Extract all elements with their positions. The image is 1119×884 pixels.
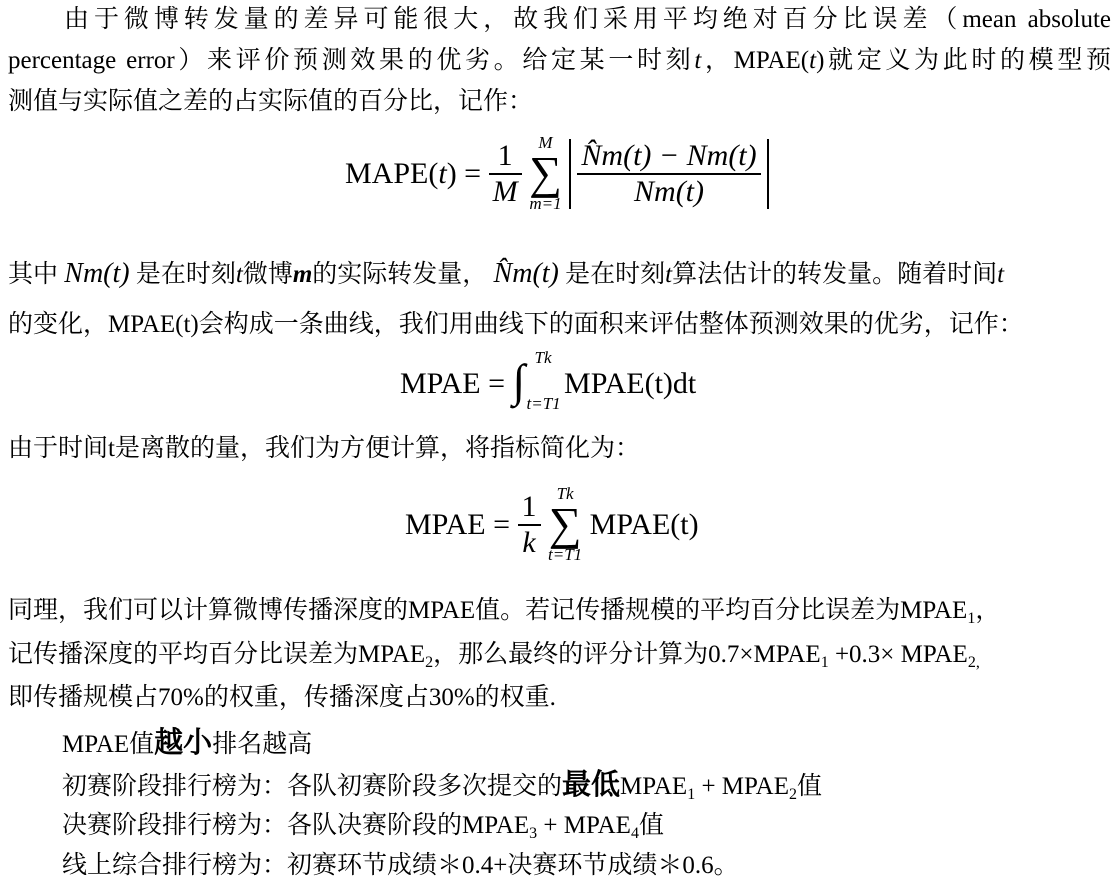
para2-line1: 其中 Nm(t) 是在时刻t微博m的实际转发量， N̂m(t) 是在时刻t算法估计的转发量。随着时间t (8, 258, 1005, 289)
equation-integral: MPAE = ∫ Tk t=T1 MPAE(t)dt (400, 348, 697, 413)
para4-line1: 同理，我们可以计算微博传播深度的MPAE值。若记传播规模的平均百分比误差为$MPAE_1$， (8, 597, 1001, 627)
rule-line1: MPAE值越小排名越高 (62, 727, 313, 759)
rule-line3: 决赛阶段排行榜为：各队决赛阶段的$MPAE_3$ + $MPAE_4$值 (62, 812, 664, 842)
equation-discrete: MPAE = $\frac{1}{k}$ Tk ∑ t=T1 MPAE(t) (405, 484, 699, 564)
para4-line3: 即传播规模占70%的权重，传播深度占30%的权重. (8, 684, 556, 711)
para1-line1: 由于微博转发量的差异可能很大，故我们采用平均绝对百分比误差（mean absolute (64, 6, 1111, 33)
para1-line2: percentage error）来评价预测效果的优劣。给定某一时刻t，MPAE(t)就定义为此时的模型预 (8, 47, 1112, 74)
rule-line4: 线上综合排行榜为：初赛环节成绩＊0.4+决赛环节成绩＊0.6。 (62, 852, 739, 879)
rule-line2: 初赛阶段排行榜为：各队初赛阶段多次提交的最低$MPAE_1$ + $MPAE_2$值 (62, 769, 822, 803)
para3-line1: 由于时间t是离散的量，我们为方便计算，将指标简化为： (8, 435, 640, 462)
para4-line2: 记传播深度的平均百分比误差为$MPAE_2$，那么最终的评分计算为$0.7\times MPAE_1 +0.3\times$ $MPAE_{2,}$ (8, 641, 980, 671)
para1-line3: 测值与实际值之差的占实际值的百分比，记作： (8, 88, 534, 115)
para2-line2: 的变化，MPAE(t)会构成一条曲线，我们用曲线下的面积来评估整体预测效果的优劣，记作： (8, 311, 1024, 338)
equation-mape: MAPE(t) = $\frac{1}{M}$ M ∑ m=1 $\frac{N̂m(t) - Nm(t)}{Nm(t)}$ (345, 134, 769, 214)
